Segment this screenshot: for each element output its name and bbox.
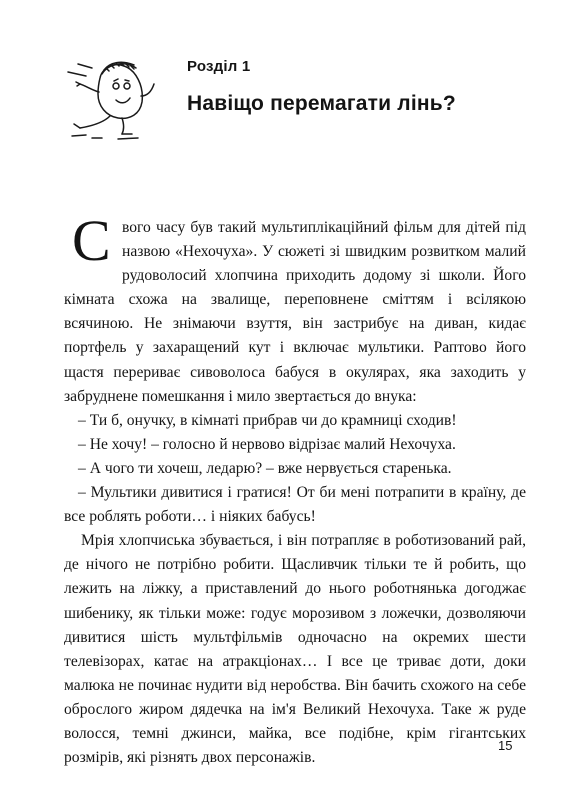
running-cartoon-character-icon bbox=[58, 50, 176, 142]
chapter-title: Навіщо перемагати лінь? bbox=[187, 92, 456, 115]
drop-cap-letter: С bbox=[72, 208, 111, 273]
body-text bbox=[64, 208, 526, 770]
dialog-line: – Ти б, онучку, в кімнаті прибрав чи до крамниці сходив! bbox=[78, 411, 457, 429]
page-number: 15 bbox=[498, 738, 513, 753]
paragraph bbox=[64, 208, 526, 409]
dialog-line: – Мультики дивитися і гратися! От би мені потрапити в країну, де все роблять роботи… і ніяких бабусь! bbox=[64, 484, 526, 526]
dialog-line: – А чого ти хочеш, ледарю? – вже нервується старенька. bbox=[78, 459, 452, 477]
chapter-label: Розділ 1 bbox=[187, 58, 251, 75]
drop-cap bbox=[64, 208, 116, 273]
paragraph: Мрія хлопчиська збувається, і він потрапляє в роботизований рай, де нічого не потрібно робити. Щасливчик тільки те й робить, що лежить на ліжку, а приставлений до нього роботнянька догоджає шибенику, як тільки може: годує морозивом з ложечки, дозволяючи дивитися шість мультфільмів одночасно на окремих шести телевізорах, катає на атракціонах… І все це триває доти, доки малюка не починає нудити від неробства. Він бачить схожого на себе оброслого жиром дядечка на ім'я Великий Нехочуха. Таке ж руде волосся, темні джинси, майка, все подібне, крім гігантських розмірів, які різнять двох персонажів. bbox=[64, 532, 526, 767]
dialog-line: – Не хочу! – голосно й нервово відрізає малий Нехочуха. bbox=[78, 435, 456, 453]
paragraph-text: вого часу був такий мультиплікаційний фільм для дітей під назвою «Нехочуха». У сюжеті зі швидким розвитком малий рудоволосий хлопчина приходить додому зі школи. Його кімната схожа на звалище, переповнене сміттям і всілякою всячиною. Не знімаючи взуття, він застрибує на диван, кидає портфель у захаращений кут і включає мультики. Раптово його щастя перериває сивоволоса бабуся в окулярах, яка заходить у забруднене помешкання і мило звертається до внука: bbox=[64, 219, 526, 405]
